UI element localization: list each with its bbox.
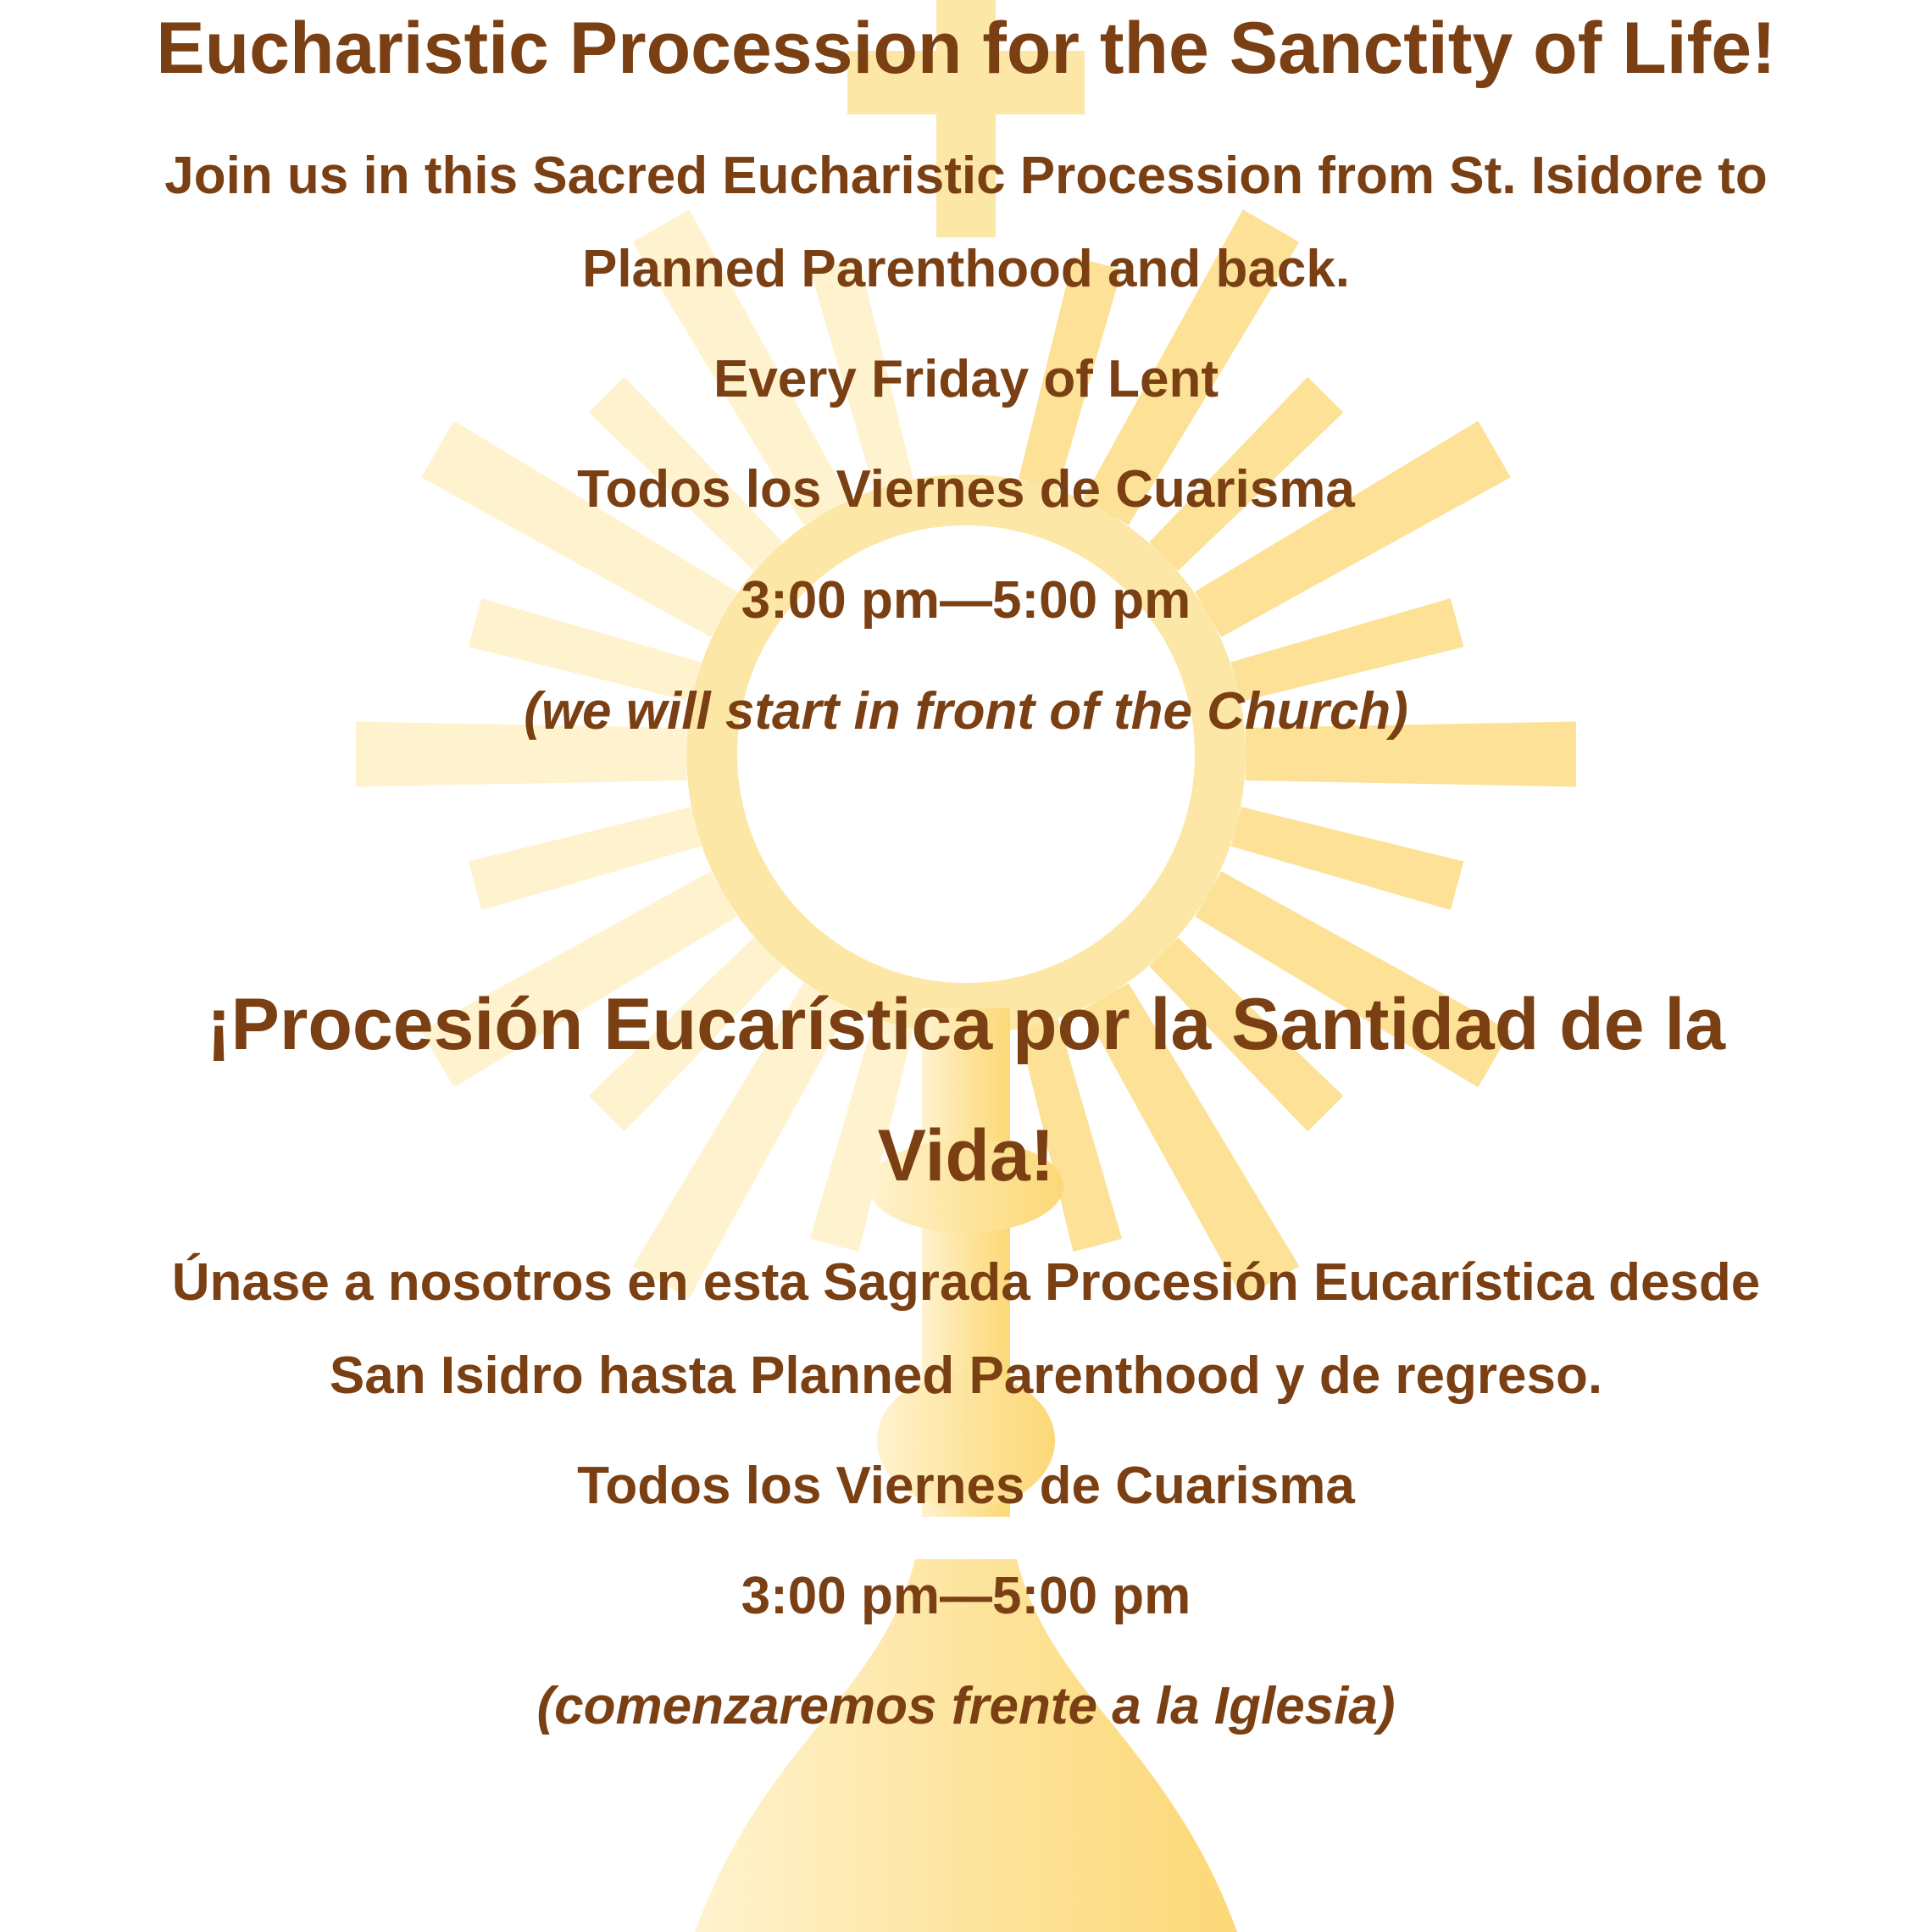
english-schedule: Every Friday of Lent [713, 350, 1219, 408]
spanish-schedule: Todos los Viernes de Cuarisma [577, 1457, 1355, 1515]
english-schedule-spanish: Todos los Viernes de Cuarisma [577, 460, 1355, 519]
spanish-intro-line-1: Únase a nosotros en esta Sagrada Procesión Eucarística desde [171, 1253, 1761, 1312]
english-title: Eucharistic Procession for the Sanctity of Life! [156, 8, 1776, 89]
english-start-note: (we will start in front of the Church) [524, 682, 1408, 741]
spanish-start-note: (comenzaremos frente a la Iglesia) [536, 1677, 1396, 1735]
spanish-intro-line-2: San Isidro hasta Planned Parenthood y de regreso. [329, 1346, 1603, 1405]
english-time: 3:00 pm—5:00 pm [741, 571, 1191, 630]
spanish-title-line-1: ¡Procesión Eucarística por la Santidad de la [206, 984, 1726, 1065]
english-intro-line-1: Join us in this Sacred Eucharistic Procession from St. Isidore to [164, 147, 1768, 205]
spanish-time: 3:00 pm—5:00 pm [741, 1567, 1191, 1625]
spanish-title-line-2: Vida! [877, 1115, 1055, 1196]
english-intro-line-2: Planned Parenthood and back. [581, 240, 1351, 298]
